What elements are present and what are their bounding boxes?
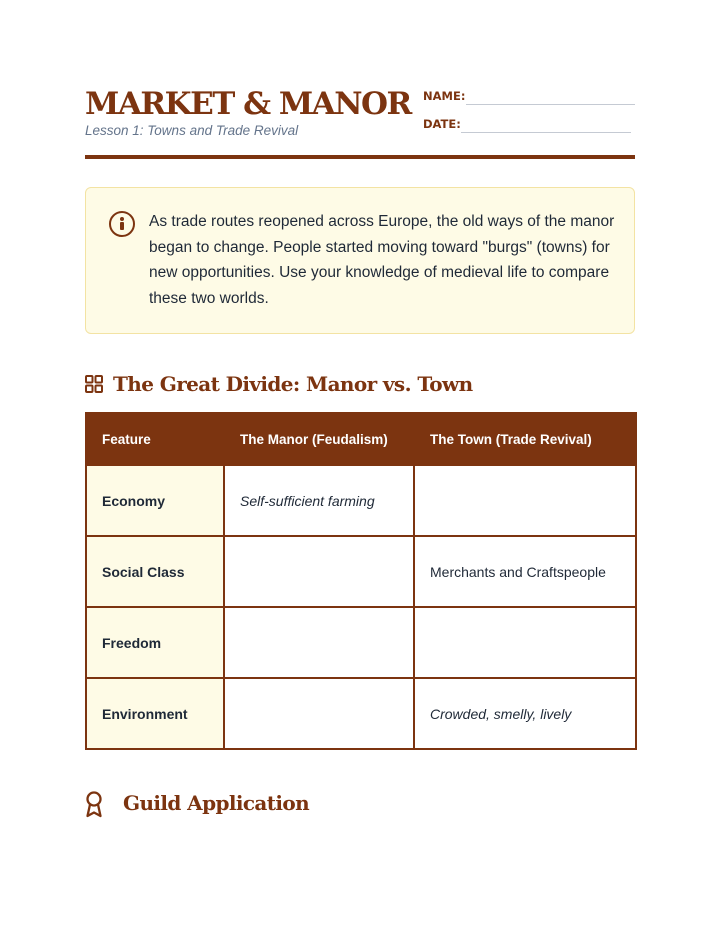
town-cell[interactable]	[414, 607, 636, 678]
town-cell[interactable]: Crowded, smelly, lively	[414, 678, 636, 749]
feature-cell: Environment	[86, 678, 224, 749]
manor-cell[interactable]	[224, 607, 414, 678]
section-guild-application	[85, 790, 635, 820]
table-row	[86, 536, 636, 607]
column-header-manor: The Manor (Feudalism)	[224, 413, 414, 465]
name-field[interactable]	[466, 104, 635, 105]
section-great-divide	[85, 372, 635, 400]
lesson-subtitle: Lesson 1: Towns and Trade Revival	[85, 123, 299, 138]
date-label: DATE:	[423, 117, 461, 131]
feature-cell: Social Class	[86, 536, 224, 607]
column-header-feature: Feature	[86, 413, 224, 465]
manor-cell[interactable]: Self-sufficient farming	[224, 465, 414, 536]
grid-icon	[85, 375, 103, 393]
table-row	[86, 465, 636, 536]
info-callout	[85, 187, 635, 334]
town-cell[interactable]: Merchants and Craftspeople	[414, 536, 636, 607]
section-title: Guild Application	[123, 791, 310, 815]
header-divider	[85, 155, 635, 159]
name-label: NAME:	[423, 89, 466, 103]
town-cell[interactable]	[414, 465, 636, 536]
info-icon	[109, 211, 135, 237]
worksheet-header	[85, 84, 635, 160]
table-row	[86, 607, 636, 678]
feature-cell: Freedom	[86, 607, 224, 678]
section-title: The Great Divide: Manor vs. Town	[113, 372, 473, 396]
table-header-row	[86, 413, 636, 465]
info-text: As trade routes reopened across Europe, the old ways of the manor began to change. People started moving toward "burgs" (towns) for new opportunities. Use your knowledge of medieval life to compare these two worlds.	[149, 213, 615, 308]
comparison-table	[85, 412, 637, 750]
date-field[interactable]	[461, 132, 631, 133]
feature-cell: Economy	[86, 465, 224, 536]
table-row	[86, 678, 636, 749]
award-ribbon-icon	[85, 791, 103, 819]
manor-cell[interactable]	[224, 536, 414, 607]
column-header-town: The Town (Trade Revival)	[414, 413, 636, 465]
manor-cell[interactable]	[224, 678, 414, 749]
page-title: MARKET & MANOR	[85, 86, 411, 122]
